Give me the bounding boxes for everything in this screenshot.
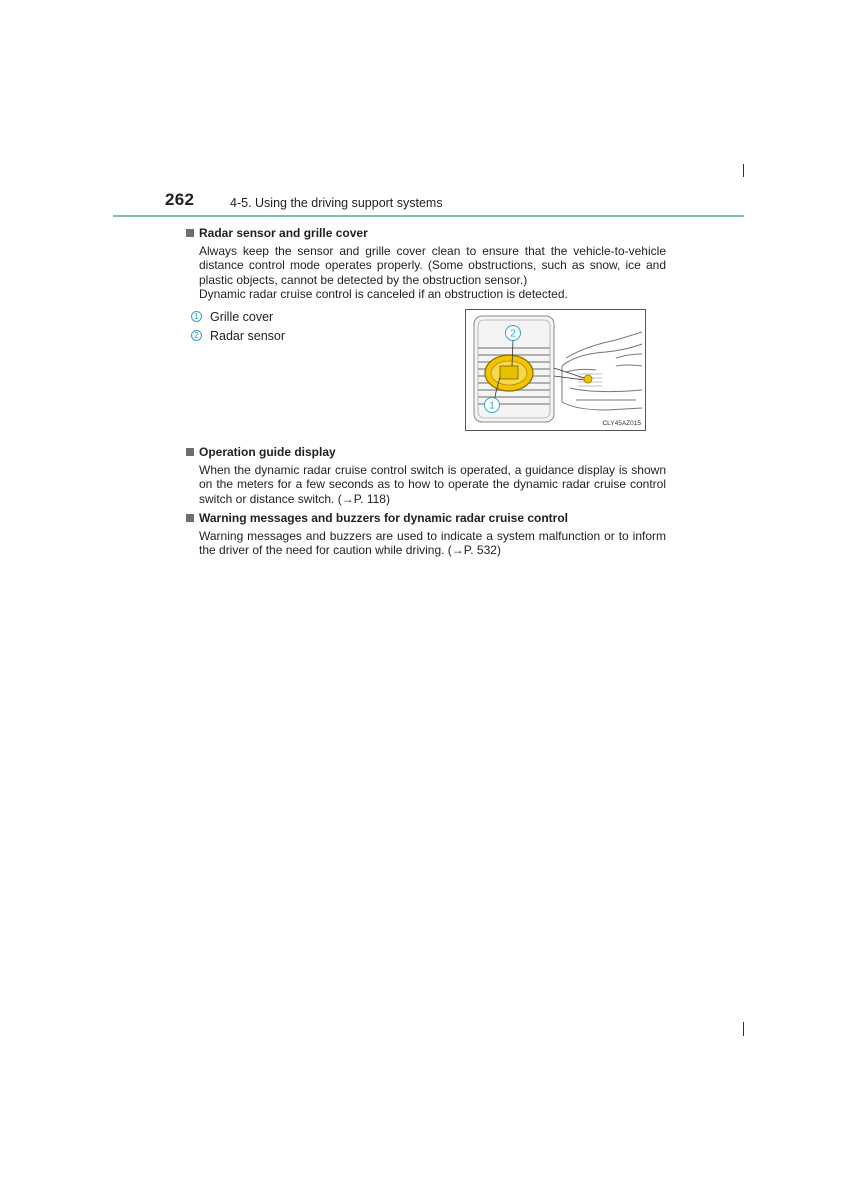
grille-radar-figure [465, 309, 646, 431]
circled-number-icon: 2 [191, 330, 202, 341]
square-bullet-icon [186, 448, 194, 456]
figure-marker-1: 1 [489, 400, 495, 412]
section-heading [186, 445, 666, 460]
callout-label: Radar sensor [210, 328, 286, 343]
crop-mark-bottom [743, 1022, 744, 1036]
paragraph: Warning messages and buzzers are used to indicate a system malfunction or to inform the driver of the need for caution while driving. (→P. 532) [199, 529, 666, 558]
paragraph: Always keep the sensor and grille cover clean to ensure that the vehicle-to-vehicle distance control mode operates properly. (Some obstructions, such as snow, ice and plastic objects, cannot be detected by the obstruction sensor.) [199, 244, 666, 287]
square-bullet-icon [186, 514, 194, 522]
square-bullet-icon [186, 229, 194, 237]
heading-text: Warning messages and buzzers for dynamic radar cruise control [199, 511, 568, 525]
section-body [186, 529, 666, 558]
callout-label: Grille cover [210, 309, 274, 324]
page-number: 262 [165, 190, 195, 209]
callout-item [191, 307, 451, 326]
figure-marker-2: 2 [510, 328, 516, 340]
crop-mark-top [743, 164, 744, 177]
section-title: 4-5. Using the driving support systems [230, 196, 443, 210]
paragraph: Dynamic radar cruise control is canceled if an obstruction is detected. [199, 286, 568, 301]
heading-text: Radar sensor and grille cover [199, 226, 368, 240]
circled-number-icon: 1 [191, 311, 202, 322]
section-body [186, 463, 666, 506]
section-warning-messages [186, 511, 666, 558]
car-front-illustration [466, 310, 645, 430]
figure-code: CLY45AZ015 [602, 420, 641, 427]
section-body [186, 244, 666, 301]
section-radar-sensor [186, 226, 666, 301]
header-rule [113, 215, 744, 217]
section-heading [186, 226, 666, 241]
section-operation-guide [186, 445, 666, 506]
callout-item [191, 326, 451, 345]
heading-text: Operation guide display [199, 445, 336, 459]
callout-list [191, 307, 451, 345]
paragraph: When the dynamic radar cruise control switch is operated, a guidance display is shown on the meters for a few seconds as to how to operate the dynamic radar cruise control switch or distance switch. (→P. 118) [199, 463, 666, 506]
section-heading [186, 511, 666, 526]
